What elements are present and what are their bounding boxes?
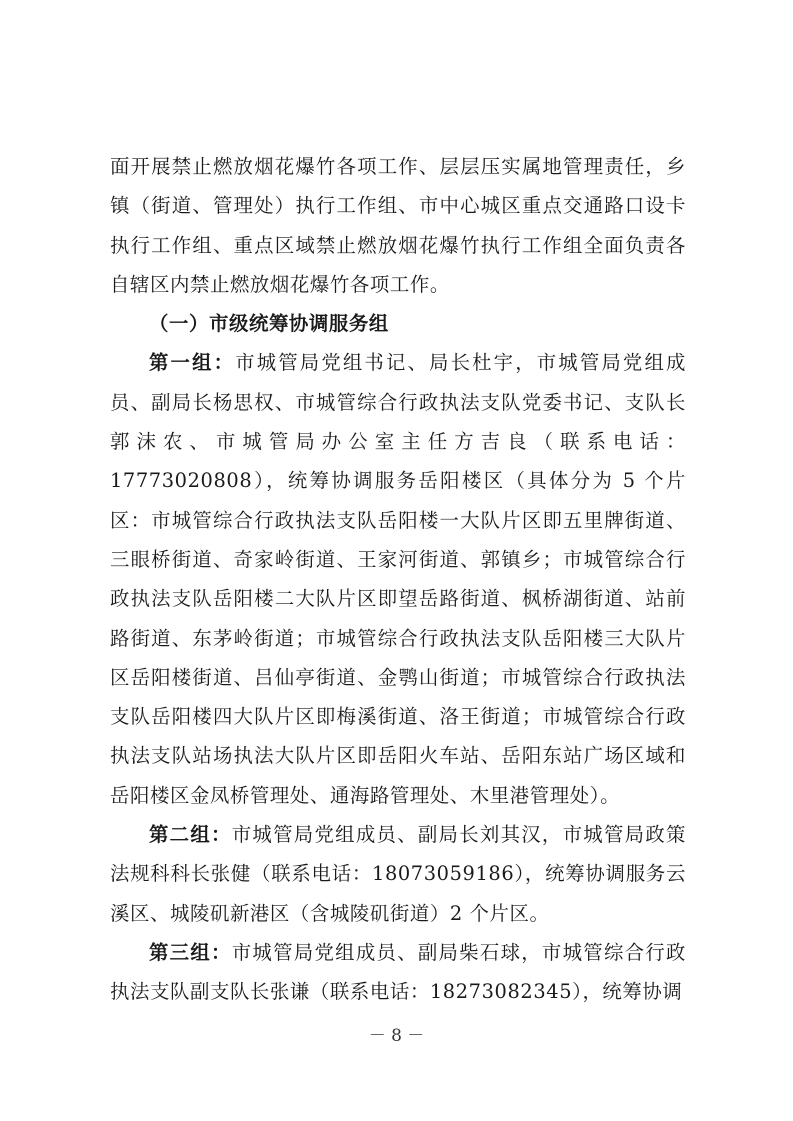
group-paragraph-2 <box>110 815 686 933</box>
group-lead-3: 第三组： <box>149 940 232 964</box>
group-text-1: 市城管局党组书记、局长杜宇，市城管局党组成员、副局长杨思权、市城管综合行政执法支队党委书记、支队长郭沫农、市城管局办公室主任方吉良（联系电话：17773020808），统筹协调服务岳阳楼区（具体分为 5 个片区：市城管综合行政执法支队岳阳楼一大队片区即五里牌街道、三眼桥街道、奇家岭街道、王家河街道、郭镇乡；市城管综合行政执法支队岳阳楼二大队片区即望岳路街道、枫桥湖街道、站前路街道、东茅岭街道；市城管综合行政执法支队岳阳楼三大队片区岳阳楼街道、吕仙亭街道、金鹗山街道；市城管综合行政执法支队岳阳楼四大队片区即梅溪街道、洛王街道；市城管综合行政执法支队站场执法大队片区即岳阳火车站、岳阳东站广场区域和岳阳楼区金凤桥管理处、通海路管理处、木里港管理处）。 <box>110 351 686 807</box>
page-number: － 8 － <box>368 1026 425 1046</box>
document-body <box>110 147 686 1012</box>
intro-paragraph: 面开展禁止燃放烟花爆竹各项工作、层层压实属地管理责任，乡镇（街道、管理处）执行工作组、市中心城区重点交通路口设卡执行工作组、重点区域禁止燃放烟花爆竹执行工作组全面负责各自辖区内禁止燃放烟花爆竹各项工作。 <box>110 155 686 296</box>
group-lead-2: 第二组： <box>149 823 232 847</box>
group-text-3: 市城管局党组成员、副局柴石球，市城管综合行政执法支队副支队长张谦（联系电话：18273082345），统筹协调 <box>110 940 687 1004</box>
group-text-2: 市城管局党组成员、副局长刘其汉，市城管局政策法规科科长张健（联系电话：18073059186），统筹协调服务云溪区、城陵矶新港区（含城陵矶街道）2 个片区。 <box>110 823 687 925</box>
group-paragraph-1 <box>110 343 686 815</box>
group-paragraph-3 <box>110 933 686 1012</box>
group-lead-1: 第一组： <box>149 351 236 375</box>
section-heading: （一）市级统筹协调服务组 <box>149 312 389 336</box>
